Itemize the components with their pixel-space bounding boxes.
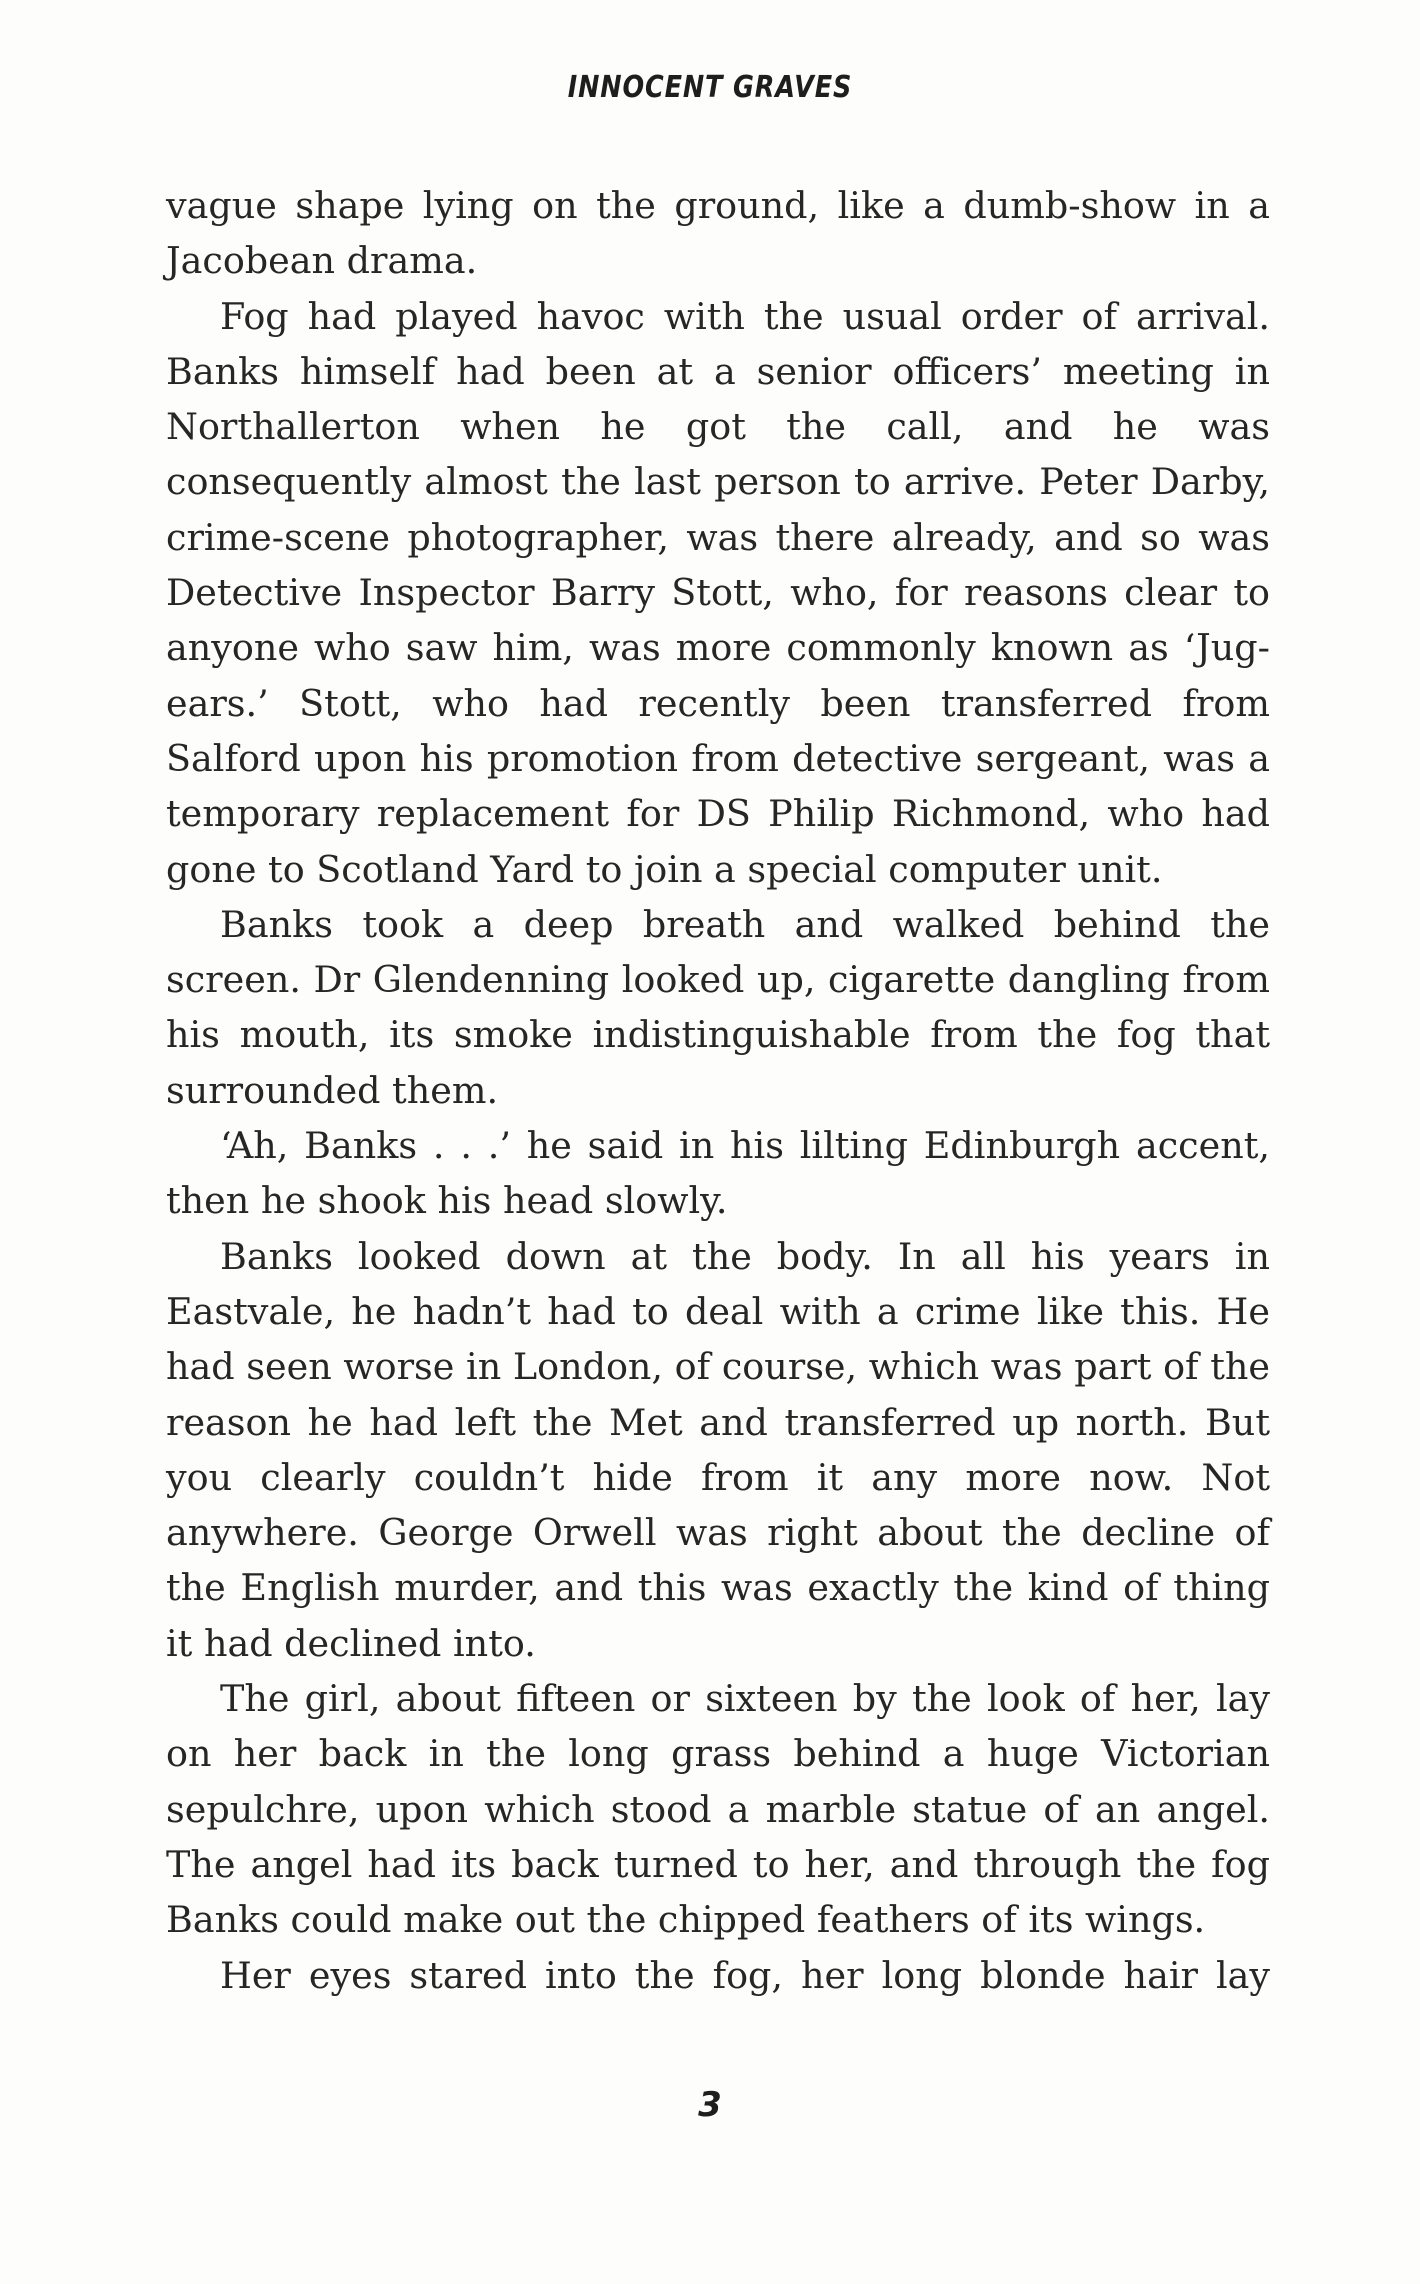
paragraph-2: Fog had played havoc with the usual order of arrival. Banks himself had been at a senior officers’ meeting in Northallerton when he got the call, and he was consequently almost the last person to arrive. Peter Darby, crime-scene photographer, was there already, and so was Detective Inspector Barry Stott, who, for reasons clear to anyone who saw him, was more commonly known as ‘Jug-ears.’ Stott, who had recently been transferred from Salford upon his promotion from detective sergeant, was a temporary replacement for DS Philip Richmond, who had gone to Scotland Yard to join a special computer unit. — [166, 294, 1270, 891]
body-text — [166, 178, 1270, 2003]
paragraph-4: ‘Ah, Banks . . .’ he said in his lilting Edinburgh accent, then he shook his head slowly. — [166, 1124, 1270, 1223]
paragraph-6: The girl, about fifteen or sixteen by the look of her, lay on her back in the long grass behind a huge Victorian sepulchre, upon which stood a marble statue of an angel. The angel had its back turned to her, and through the fog Banks could make out the chipped feathers of its wings. — [166, 1677, 1270, 1942]
paragraph-7: Her eyes stared into the fog, her long blonde hair lay — [220, 1953, 1270, 1997]
paragraph-1: vague shape lying on the ground, like a dumb-show in a Jacobean drama. — [166, 184, 1270, 283]
paragraph-5: Banks looked down at the body. In all his years in Eastvale, he hadn’t had to deal with a crime like this. He had seen worse in London, of course, which was part of the reason he had left the Met and transferred up north. But you clearly couldn’t hide from it any more now. Not anywhere. George Orwell was right about the decline of the English murder, and this was exactly the kind of thing it had declined into. — [166, 1234, 1270, 1665]
paragraph-3: Banks took a deep breath and walked behind the screen. Dr Glendenning looked up, cigarette dangling from his mouth, its smoke indistinguishable from the fog that surrounded them. — [166, 902, 1270, 1112]
running-head: INNOCENT GRAVES — [567, 70, 853, 105]
page-number: 3 — [698, 2085, 722, 2125]
